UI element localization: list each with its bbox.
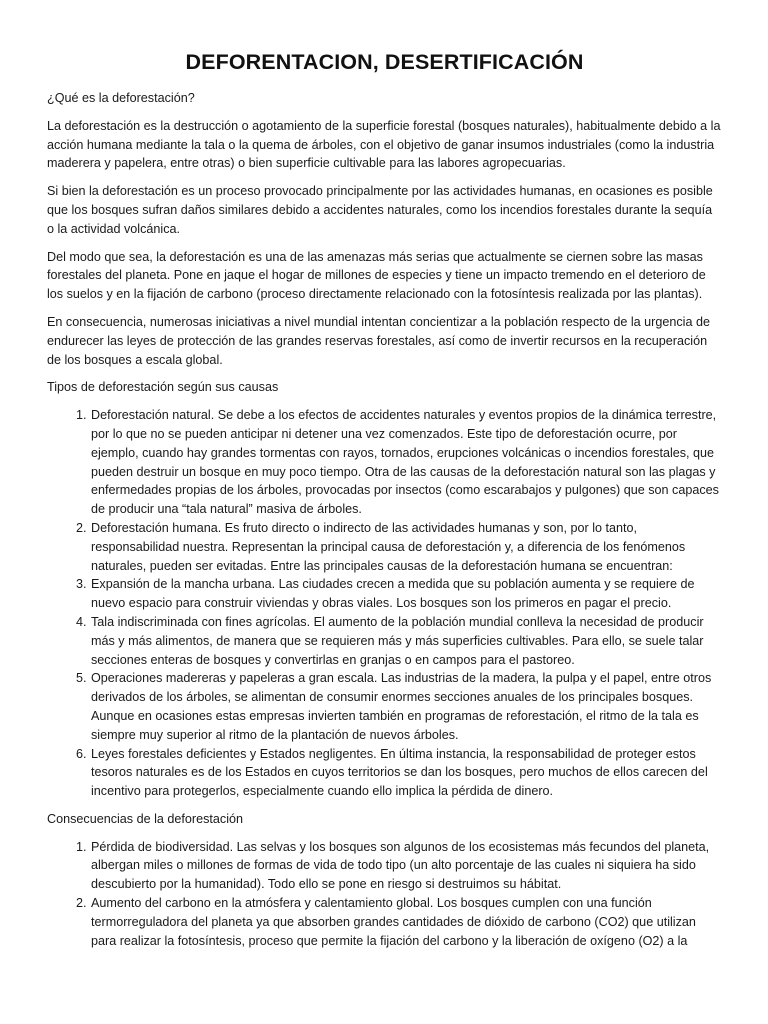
paragraph-natural-causes: Si bien la deforestación es un proceso provocado principalmente por las actividades humanas, en ocasiones es posible que los bosques sufran daños similares debido a accidentes naturales, como los incendios forestales durante la sequía o la actividad volcánica. [47, 184, 713, 236]
paragraph-initiatives: En consecuencia, numerosas iniciativas a nivel mundial intentan concientizar a la población respecto de la urgencia de endurecer las leyes de protección de las grandes reservas forestales, así como de invertir recursos en la recuperación de los bosques a escala global. [47, 314, 710, 367]
paragraph-threat: Del modo que sea, la deforestación es una de las amenazas más serias que actualmente se ciernen sobre las masas forestales del planeta. Pone en jaque el hogar de millones de especies y tiene un impacto tremendo en el deterioro de los suelos y en la fijación de carbono (proceso directamente relacionado con la fotosíntesis realizada por las plantas). [47, 249, 706, 302]
section-heading-tipos: Tipos de deforestación según sus causas [47, 380, 279, 395]
list-item: 2. Deforestación humana. Es fruto directo o indirecto de las actividades humanas y son, por lo tanto, responsabilidad nuestra. Representan la principal causa de deforestación y, a diferencia de los fenómenos naturales, pueden ser evitadas. Entre las principales causas de la deforestación humana se encuentran: [90, 519, 722, 575]
list-item: 6. Leyes forestales deficientes y Estados negligentes. En última instancia, la responsabilidad de proteger estos tesoros naturales es de los Estados en cuyos territorios se dan los bosques, pero muchos de ellos carecen del incentivo para protegerlos, especialmente cuando ello implica la pérdida de dinero. [90, 745, 722, 801]
list-item: 1. Pérdida de biodiversidad. Las selvas y los bosques son algunos de los ecosistemas más fecundos del planeta, albergan miles o millones de formas de vida de todo tipo (un alto porcentaje de las cuales ni siquiera ha sido descubierto por la humanidad). Todo ello se pone en riesgo si destruimos su hábitat. [90, 838, 722, 894]
list-item: 1. Deforestación natural. Se debe a los efectos de accidentes naturales y eventos propios de la dinámica terrestre, por lo que no se pueden anticipar ni detener una vez comenzados. Este tipo de deforestación ocurre, por ejemplo, cuando hay grandes tormentas con rayos, tornados, erupciones volcánicas o incendios forestales, que pueden destruir un bosque en muy poco tiempo. Otra de las causas de la deforestación natural son las plagas y enfermedades propias de los árboles, provocadas por insectos (como escarabajos y pulgones) que son capaces de producir una “tala natural” masiva de árboles. [90, 406, 722, 519]
list-item: 5. Operaciones madereras y papeleras a gran escala. Las industrias de la madera, la pulpa y el papel, entre otros derivados de los árboles, se alimentan de consumir enormes secciones anuales de los principales bosques. Aunque en ocasiones estas empresas invierten también en programas de reforestación, el ritmo de la tala es siempre muy superior al ritmo de la plantación de nuevos árboles. [90, 669, 722, 744]
tipos-list [47, 406, 722, 801]
section-heading-consecuencias: Consecuencias de la deforestación [47, 811, 244, 826]
list-item: 2. Aumento del carbono en la atmósfera y calentamiento global. Los bosques cumplen con una función termorreguladora del planeta ya que absorben grandes cantidades de dióxido de carbono (CO2) que utilizan para realizar la fotosíntesis, proceso que permite la fijación del carbono y la liberación de oxígeno (O2) a la [90, 894, 722, 950]
consecuencias-list [47, 838, 722, 951]
question-heading: ¿Qué es la deforestación? [47, 91, 195, 105]
paragraph-definition: La deforestación es la destrucción o agotamiento de la superficie forestal (bosques naturales), habitualmente debido a la acción humana mediante la tala o la quema de árboles, con el objetivo de ganar insumos industriales (como la industria maderera y papelera, entre otras) o bien superficie cultivable para las labores agropecuarias. [47, 118, 721, 171]
list-item: 4. Tala indiscriminada con fines agrícolas. El aumento de la población mundial conlleva la necesidad de producir más y más alimentos, de manera que se requieren más y más superficies cultivables. Para ello, se suele talar secciones enteras de bosques y convertirlas en granjas o en campos para el pastoreo. [90, 613, 722, 669]
list-item: 3. Expansión de la mancha urbana. Las ciudades crecen a medida que su población aumenta y se requiere de nuevo espacio para construir viviendas y obras viales. Los bosques son los primeros en pagar el precio. [90, 575, 722, 613]
document-title: DEFORENTACION, DESERTIFICACIÓN [185, 50, 584, 74]
